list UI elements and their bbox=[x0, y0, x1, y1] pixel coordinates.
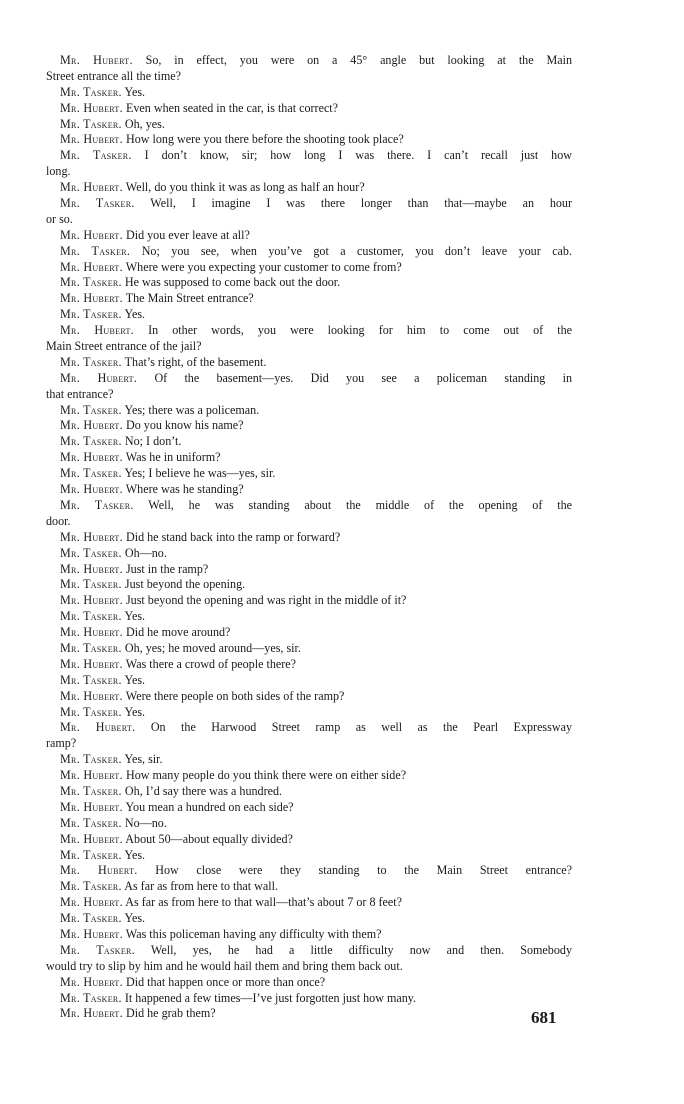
testimony-line bbox=[46, 291, 572, 307]
speaker-label: Mr. Tasker. bbox=[60, 577, 122, 592]
line-text: Did you ever leave at all? bbox=[125, 227, 250, 242]
testimony-line bbox=[46, 593, 572, 609]
line-text: The Main Street entrance? bbox=[125, 291, 254, 306]
speaker-label: Mr. Hubert. bbox=[60, 720, 136, 735]
speaker-label: Mr. Hubert. bbox=[60, 482, 123, 497]
page-number: 681 bbox=[531, 1008, 557, 1027]
testimony-line bbox=[46, 498, 572, 514]
line-text: Oh, yes. bbox=[124, 116, 165, 131]
testimony-line bbox=[46, 355, 572, 371]
testimony-line bbox=[46, 371, 572, 387]
speaker-label: Mr. Hubert. bbox=[60, 831, 123, 846]
continuation-line bbox=[46, 514, 572, 530]
testimony-line bbox=[46, 418, 572, 434]
line-text: Where were you expecting your customer to come from? bbox=[125, 259, 402, 274]
continuation-line bbox=[46, 736, 572, 752]
line-text: Oh, I’d say there was a hundred. bbox=[124, 783, 283, 798]
line-text: Where was he standing? bbox=[125, 482, 244, 497]
testimony-line bbox=[46, 800, 572, 816]
speaker-label: Mr. Tasker. bbox=[60, 847, 122, 862]
line-text: Did he move around? bbox=[125, 625, 231, 640]
speaker-label: Mr. Hubert. bbox=[60, 1006, 123, 1021]
speaker-label: Mr. Tasker. bbox=[60, 116, 122, 131]
speaker-label: Mr. Hubert. bbox=[60, 227, 123, 242]
line-text: How long were you there before the shooting took place? bbox=[125, 132, 404, 147]
line-text: So, in effect, you were on a 45° angle but looking at the Main bbox=[145, 53, 572, 67]
testimony-line bbox=[46, 895, 572, 911]
testimony-line bbox=[46, 323, 572, 339]
testimony-line bbox=[46, 816, 572, 832]
testimony-line bbox=[46, 228, 572, 244]
testimony-line bbox=[46, 196, 572, 212]
line-text: How close were they standing to the Main Street entrance? bbox=[155, 863, 572, 878]
testimony-line bbox=[46, 848, 572, 864]
testimony-line bbox=[46, 577, 572, 593]
speaker-label: Mr. Hubert. bbox=[60, 926, 123, 941]
testimony-line bbox=[46, 911, 572, 927]
speaker-label: Mr. Hubert. bbox=[60, 529, 123, 544]
line-text: Well, he was standing about the middle of the opening of the bbox=[148, 497, 572, 512]
speaker-label: Mr. Tasker. bbox=[60, 640, 122, 655]
line-text: Did he stand back into the ramp or forward? bbox=[125, 529, 341, 544]
testimony-line bbox=[46, 975, 572, 991]
continuation-line bbox=[46, 164, 572, 180]
line-text: door. bbox=[46, 513, 71, 528]
line-text: that entrance? bbox=[46, 386, 114, 401]
line-text: No; you see, when you’ve got a customer, you don’t leave your cab. bbox=[141, 243, 572, 258]
line-text: Even when seated in the car, is that correct? bbox=[125, 100, 339, 115]
line-text: It happened a few times—I’ve just forgotten just how many. bbox=[124, 990, 417, 1005]
speaker-label: Mr. Tasker. bbox=[60, 911, 122, 926]
line-text: Did he grab them? bbox=[125, 1006, 216, 1021]
line-text: As far as from here to that wall—that’s about 7 or 8 feet? bbox=[125, 895, 403, 910]
speaker-label: Mr. Hubert. bbox=[60, 688, 123, 703]
line-text: Yes; I believe he was—yes, sir. bbox=[124, 466, 276, 481]
line-text: No; I don’t. bbox=[124, 434, 182, 449]
line-text: Yes. bbox=[124, 84, 146, 99]
line-text: Did that happen once or more than once? bbox=[125, 974, 326, 989]
speaker-label: Mr. Tasker. bbox=[60, 354, 122, 369]
speaker-label: Mr. Hubert. bbox=[60, 291, 123, 306]
continuation-line bbox=[46, 69, 572, 85]
speaker-label: Mr. Hubert. bbox=[60, 561, 123, 576]
line-text: He was supposed to come back out the door. bbox=[124, 275, 341, 290]
line-text: Oh—no. bbox=[124, 545, 167, 560]
line-text: Street entrance all the time? bbox=[46, 68, 181, 83]
testimony-line bbox=[46, 943, 572, 959]
speaker-label: Mr. Hubert. bbox=[60, 768, 123, 783]
line-text: Well, yes, he had a little difficulty now and then. Somebody bbox=[150, 942, 572, 957]
line-text: Yes, sir. bbox=[124, 752, 163, 767]
testimony-line bbox=[46, 466, 572, 482]
speaker-label: Mr. Hubert. bbox=[60, 370, 138, 385]
line-text: As far as from here to that wall. bbox=[124, 879, 279, 894]
line-text: Was there a crowd of people there? bbox=[125, 656, 297, 671]
testimony-line bbox=[46, 85, 572, 101]
transcript-page bbox=[46, 53, 572, 1022]
speaker-label: Mr. Hubert. bbox=[60, 180, 123, 195]
speaker-label: Mr. Tasker. bbox=[60, 497, 134, 512]
speaker-label: Mr. Tasker. bbox=[60, 466, 122, 481]
speaker-label: Mr. Hubert. bbox=[60, 53, 133, 67]
line-text: Yes. bbox=[124, 911, 146, 926]
speaker-label: Mr. Hubert. bbox=[60, 974, 123, 989]
testimony-line bbox=[46, 307, 572, 323]
line-text: You mean a hundred on each side? bbox=[125, 799, 294, 814]
speaker-label: Mr. Tasker. bbox=[60, 545, 122, 560]
continuation-line bbox=[46, 339, 572, 355]
speaker-label: Mr. Tasker. bbox=[60, 609, 122, 624]
testimony-line bbox=[46, 1006, 572, 1022]
testimony-line bbox=[46, 720, 572, 736]
testimony-line bbox=[46, 784, 572, 800]
speaker-label: Mr. Hubert. bbox=[60, 593, 123, 608]
line-text: Well, I imagine I was there longer than that—maybe an hour bbox=[150, 196, 572, 211]
line-text: In other words, you were looking for him to come out of the bbox=[148, 323, 572, 338]
line-text: Well, do you think it was as long as half an hour? bbox=[125, 180, 365, 195]
line-text: Of the basement—yes. Did you see a policeman standing in bbox=[154, 370, 573, 385]
line-text: Oh, yes; he moved around—yes, sir. bbox=[124, 640, 301, 655]
testimony-line bbox=[46, 244, 572, 260]
line-text: Yes. bbox=[124, 704, 146, 719]
speaker-label: Mr. Hubert. bbox=[60, 450, 123, 465]
speaker-label: Mr. Hubert. bbox=[60, 418, 123, 433]
testimony-line bbox=[46, 673, 572, 689]
line-text: Do you know his name? bbox=[125, 418, 244, 433]
testimony-line bbox=[46, 927, 572, 943]
testimony-line bbox=[46, 530, 572, 546]
testimony-line bbox=[46, 403, 572, 419]
testimony-line bbox=[46, 434, 572, 450]
testimony-line bbox=[46, 832, 572, 848]
testimony-line bbox=[46, 705, 572, 721]
speaker-label: Mr. Tasker. bbox=[60, 672, 122, 687]
testimony-line bbox=[46, 117, 572, 133]
testimony-line bbox=[46, 260, 572, 276]
line-text: Was he in uniform? bbox=[125, 450, 221, 465]
speaker-label: Mr. Tasker. bbox=[60, 879, 122, 894]
line-text: About 50—about equally divided? bbox=[125, 831, 293, 846]
line-text: ramp? bbox=[46, 736, 77, 751]
speaker-label: Mr. Tasker. bbox=[60, 307, 122, 322]
testimony-line bbox=[46, 768, 572, 784]
speaker-label: Mr. Tasker. bbox=[60, 704, 122, 719]
speaker-label: Mr. Hubert. bbox=[60, 656, 123, 671]
continuation-line bbox=[46, 387, 572, 403]
continuation-line bbox=[46, 212, 572, 228]
testimony-line bbox=[46, 752, 572, 768]
speaker-label: Mr. Tasker. bbox=[60, 752, 122, 767]
line-text: Yes. bbox=[124, 847, 146, 862]
line-text: Just beyond the opening and was right in the middle of it? bbox=[125, 593, 407, 608]
line-text: Main Street entrance of the jail? bbox=[46, 339, 202, 354]
speaker-label: Mr. Tasker. bbox=[60, 402, 122, 417]
testimony-line bbox=[46, 689, 572, 705]
speaker-label: Mr. Tasker. bbox=[60, 434, 122, 449]
testimony-line bbox=[46, 450, 572, 466]
testimony-line bbox=[46, 132, 572, 148]
testimony-line bbox=[46, 275, 572, 291]
line-text: That’s right, of the basement. bbox=[124, 354, 267, 369]
testimony-line bbox=[46, 546, 572, 562]
speaker-label: Mr. Tasker. bbox=[60, 196, 135, 211]
speaker-label: Mr. Tasker. bbox=[60, 275, 122, 290]
testimony-line bbox=[46, 562, 572, 578]
line-text: Yes. bbox=[124, 307, 146, 322]
speaker-label: Mr. Tasker. bbox=[60, 243, 131, 258]
testimony-line bbox=[46, 180, 572, 196]
speaker-label: Mr. Tasker. bbox=[60, 783, 122, 798]
testimony-line bbox=[46, 641, 572, 657]
speaker-label: Mr. Tasker. bbox=[60, 815, 122, 830]
line-text: Yes; there was a policeman. bbox=[124, 402, 260, 417]
speaker-label: Mr. Hubert. bbox=[60, 259, 123, 274]
line-text: Just beyond the opening. bbox=[124, 577, 246, 592]
speaker-label: Mr. Hubert. bbox=[60, 799, 123, 814]
testimony-line bbox=[46, 879, 572, 895]
testimony-line bbox=[46, 625, 572, 641]
line-text: No—no. bbox=[124, 815, 167, 830]
speaker-label: Mr. Hubert. bbox=[60, 100, 123, 115]
testimony-line bbox=[46, 991, 572, 1007]
speaker-label: Mr. Tasker. bbox=[60, 148, 132, 163]
continuation-line bbox=[46, 959, 572, 975]
speaker-label: Mr. Hubert. bbox=[60, 863, 138, 878]
line-text: or so. bbox=[46, 211, 73, 226]
line-text: Just in the ramp? bbox=[125, 561, 209, 576]
testimony-line bbox=[46, 863, 572, 879]
testimony-line bbox=[46, 482, 572, 498]
line-text: Was this policeman having any difficulty with them? bbox=[125, 926, 382, 941]
line-text: On the Harwood Street ramp as well as the Pearl Expressway bbox=[150, 720, 572, 735]
line-text: I don’t know, sir; how long I was there. I can’t recall just how bbox=[144, 148, 572, 163]
line-text: Yes. bbox=[124, 609, 146, 624]
testimony-line bbox=[46, 657, 572, 673]
speaker-label: Mr. Tasker. bbox=[60, 942, 135, 957]
speaker-label: Mr. Hubert. bbox=[60, 625, 123, 640]
testimony-line bbox=[46, 101, 572, 117]
line-text: would try to slip by him and he would hail them and bring them back out. bbox=[46, 958, 403, 973]
testimony-line bbox=[46, 53, 572, 69]
speaker-label: Mr. Tasker. bbox=[60, 84, 122, 99]
testimony-line bbox=[46, 609, 572, 625]
speaker-label: Mr. Hubert. bbox=[60, 323, 134, 338]
speaker-label: Mr. Hubert. bbox=[60, 895, 123, 910]
line-text: How many people do you think there were on either side? bbox=[125, 768, 407, 783]
line-text: Yes. bbox=[124, 672, 146, 687]
speaker-label: Mr. Tasker. bbox=[60, 990, 122, 1005]
testimony-line bbox=[46, 148, 572, 164]
line-text: Were there people on both sides of the ramp? bbox=[125, 688, 345, 703]
speaker-label: Mr. Hubert. bbox=[60, 132, 123, 147]
line-text: long. bbox=[46, 164, 71, 179]
